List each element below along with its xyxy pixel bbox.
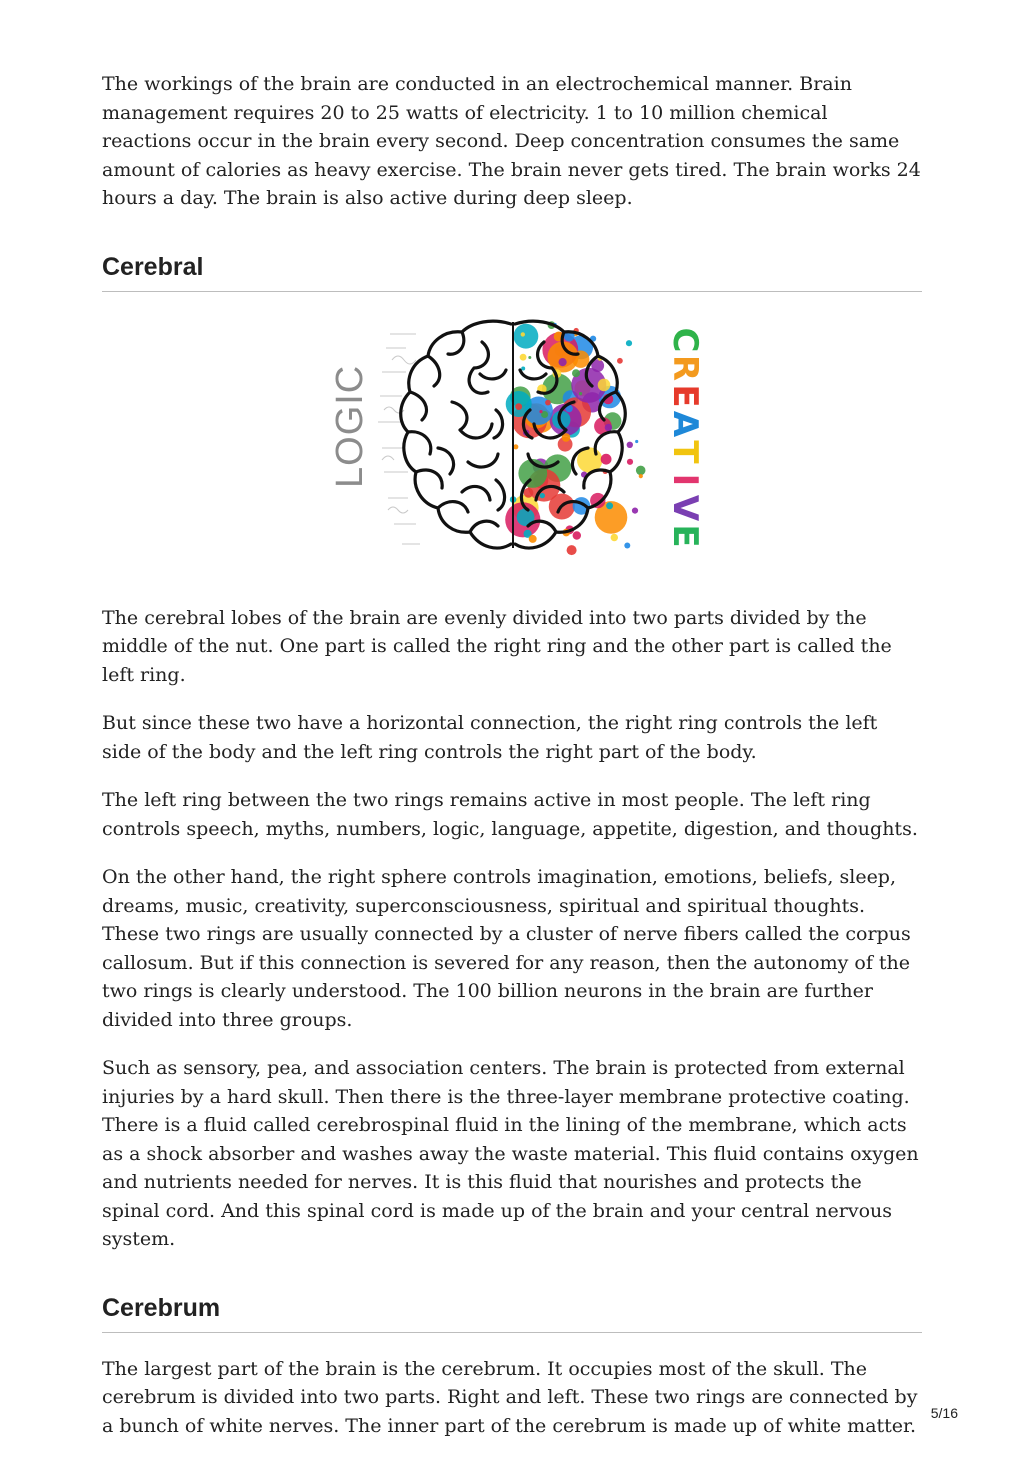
paint-splash bbox=[567, 545, 577, 555]
paint-splashes bbox=[505, 321, 645, 555]
brain-illustration-svg bbox=[312, 312, 712, 584]
cerebral-paragraph-2: But since these two have a horizontal connection, the right ring controls the left side of the body and the left ring controls the right part of the body. bbox=[102, 712, 878, 763]
paint-splash bbox=[539, 410, 542, 413]
paint-splash bbox=[572, 369, 580, 377]
paint-splash bbox=[521, 366, 525, 370]
page-number: 5/16 bbox=[930, 1405, 958, 1421]
paint-splash bbox=[627, 458, 633, 464]
paint-splash bbox=[514, 323, 539, 348]
paint-splash bbox=[521, 332, 525, 336]
creative-letter: R bbox=[665, 354, 705, 381]
intro-paragraph: The workings of the brain are conducted in an electrochemical manner. Brain management requires 20 to 25 watts of electricity. 1 to 10 million chemical reactions occur in the brain every second. Deep concentration consumes the same amount of calories as heavy exercise. The brain never gets tired. The brain works 24 hours a day. The brain is also active during deep sleep. bbox=[102, 73, 921, 209]
cerebral-paragraph-3: The left ring between the two rings remains active in most people. The left ring controls speech, myths, numbers, logic, language, appetite, digestion, and thoughts. bbox=[102, 789, 918, 840]
paint-splash bbox=[545, 399, 551, 405]
creative-letter: C bbox=[665, 327, 705, 352]
paint-splash bbox=[528, 356, 531, 359]
cerebral-paragraph-5: Such as sensory, pea, and association centers. The brain is protected from external injuries by a hard skull. Then there is the three-layer membrane protective coating. There is a fluid called cerebrospinal fluid in the lining of the membrane, which acts as a shock absorber and washes away the waste material. This fluid contains oxygen and nutrients needed for nerves. It is this fluid that nourishes and protects the spinal cord. And this spinal cord is made up of the brain and your central nervous system. bbox=[102, 1057, 919, 1250]
paint-splash bbox=[540, 492, 545, 497]
creative-label bbox=[665, 327, 705, 547]
paint-splash bbox=[606, 502, 613, 509]
paint-splash bbox=[579, 392, 582, 395]
paint-splash bbox=[520, 353, 527, 360]
paint-splash bbox=[515, 403, 522, 410]
paint-splash bbox=[559, 358, 567, 366]
paint-splash bbox=[632, 507, 638, 513]
paint-splash bbox=[624, 542, 630, 548]
paint-splash bbox=[605, 423, 612, 430]
cerebral-paragraph-1: The cerebral lobes of the brain are evenly divided into two parts divided by the middle of the nut. One part is called the right ring and the other part is called the left ring. bbox=[102, 606, 892, 686]
paint-splash bbox=[611, 533, 618, 540]
cerebral-paragraph-4: On the other hand, the right sphere controls imagination, emotions, beliefs, sleep, dreams, music, creativity, superconsciousness, spiritual and spiritual thoughts. These two rings are usually connected by a cluster of nerve fibers called the corpus callosum. But if this connection is severed for any reason, then the autonomy of the two rings is clearly understood. The 100 billion neurons in the brain are further divided into three groups. bbox=[102, 866, 911, 1031]
brain-logic-creative-illustration bbox=[102, 312, 922, 584]
creative-letter: V bbox=[665, 494, 705, 521]
creative-letter: I bbox=[665, 473, 705, 486]
section-heading-cerebrum: Cerebrum bbox=[102, 1292, 922, 1333]
creative-letter: E bbox=[665, 383, 705, 408]
paint-splash bbox=[635, 439, 638, 442]
document-page bbox=[102, 70, 922, 1460]
section-heading-cerebral: Cerebral bbox=[102, 251, 922, 292]
paint-splash bbox=[636, 465, 646, 475]
paint-splash bbox=[626, 340, 632, 346]
paint-splash bbox=[598, 378, 611, 391]
paint-splash bbox=[601, 453, 612, 464]
paint-splash bbox=[617, 357, 623, 363]
creative-letter: E bbox=[665, 523, 705, 548]
cerebrum-paragraph-1: The largest part of the brain is the cerebrum. It occupies most of the skull. The cerebrum is divided into two parts. Right and left. These two rings are connected by a bunch of white nerves. The inner part of the cerebrum is made up of white matter. bbox=[102, 1357, 918, 1437]
paint-splash bbox=[573, 531, 581, 539]
paint-splash bbox=[524, 487, 534, 497]
paint-splash bbox=[529, 534, 537, 542]
paint-splash bbox=[639, 474, 643, 478]
creative-letter: T bbox=[665, 439, 705, 464]
creative-letter: A bbox=[665, 410, 705, 437]
paint-splash bbox=[627, 441, 633, 447]
logic-label: LOGIC bbox=[329, 364, 371, 488]
left-hemisphere bbox=[401, 321, 511, 548]
